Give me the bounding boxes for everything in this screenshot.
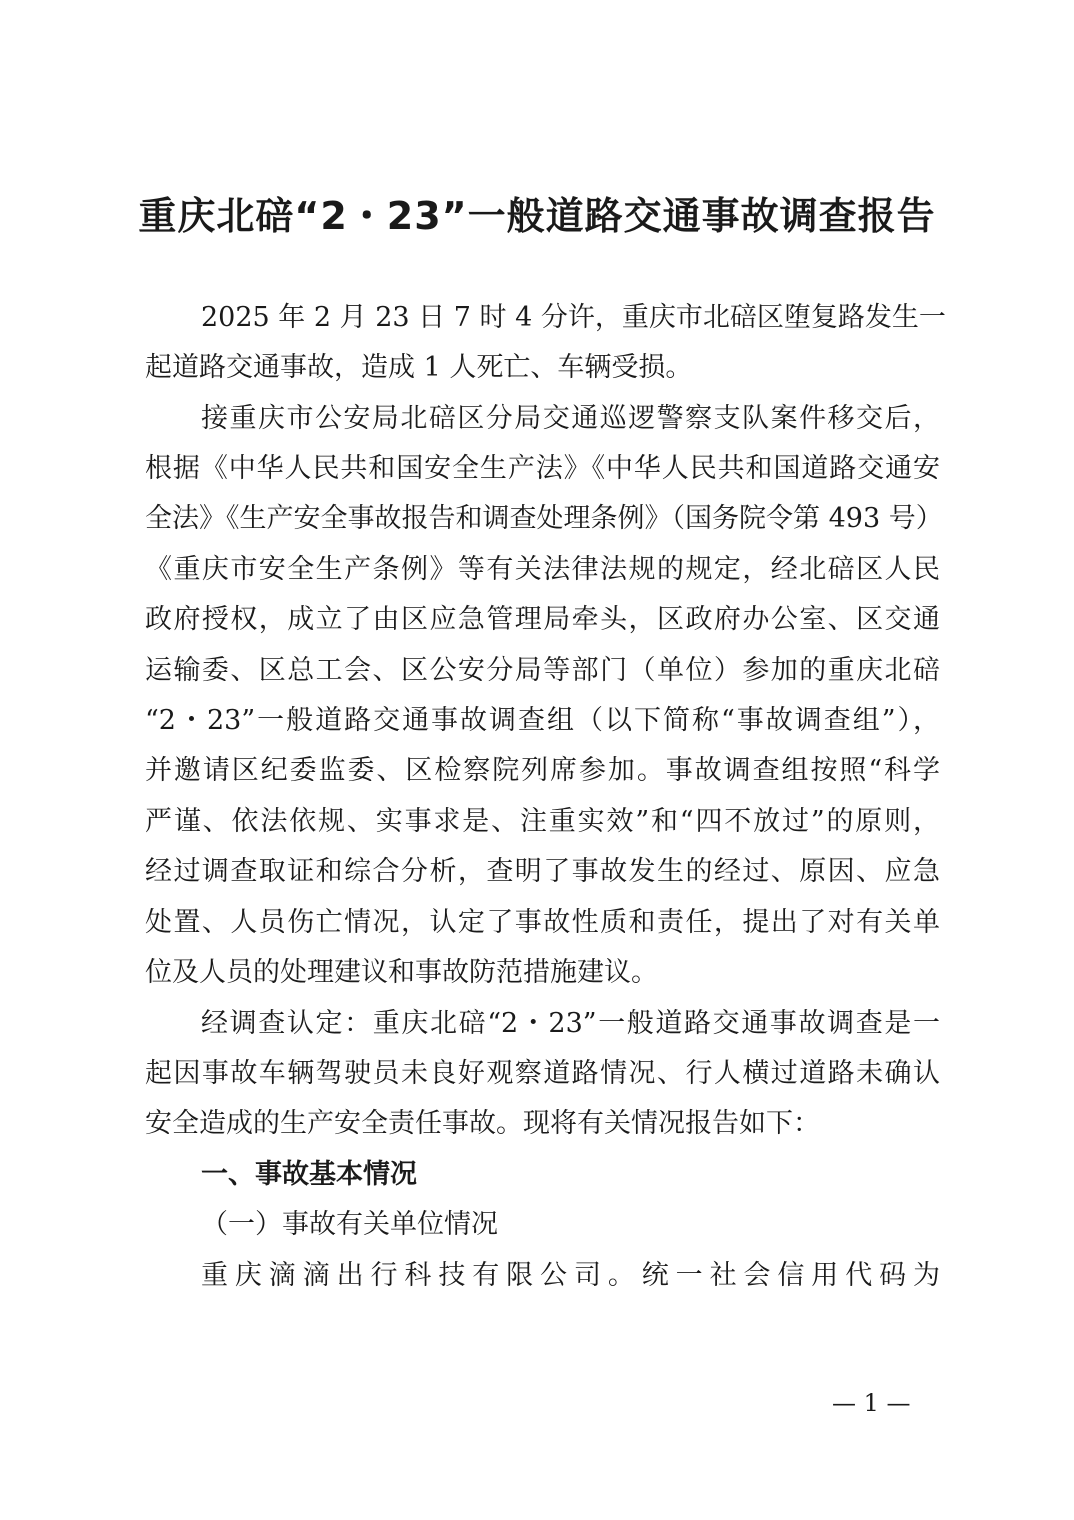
body-line: 并邀请区纪委监委、区检察院列席参加。事故调查组按照“科学	[145, 755, 940, 786]
body-line: 运输委、区总工会、区公安分局等部门（单位）参加的重庆北碚	[145, 655, 940, 686]
body-line: 经过调查取证和综合分析，查明了事故发生的经过、原因、应急	[145, 856, 940, 887]
body-line: 处置、人员伤亡情况，认定了事故性质和责任，提出了对有关单	[145, 907, 940, 938]
page-number: — 1 —	[832, 1389, 911, 1417]
body-line: 重庆滴滴出行科技有限公司。统一社会信用代码为	[201, 1260, 940, 1291]
body-line: 安全造成的生产安全责任事故。现将有关情况报告如下：	[145, 1108, 820, 1139]
body-line: 起因事故车辆驾驶员未良好观察道路情况、行人横过道路未确认	[145, 1058, 940, 1089]
body-line: 政府授权，成立了由区应急管理局牵头，区政府办公室、区交通	[145, 604, 940, 635]
body-line: 位及人员的处理建议和事故防范措施建议。	[145, 957, 658, 988]
body-line: 2025 年 2 月 23 日 7 时 4 分许，重庆市北碚区堕复路发生一	[201, 302, 946, 333]
body-line: 《重庆市安全生产条例》等有关法律法规的规定，经北碚区人民	[145, 554, 940, 585]
body-line: 严谨、依法依规、实事求是、注重实效”和“四不放过”的原则，	[145, 806, 940, 837]
body-line: 经调查认定：重庆北碚“2・23”一般道路交通事故调查是一	[201, 1008, 940, 1039]
body-line: 全法》《生产安全事故报告和调查处理条例》（国务院令第 493 号）	[145, 503, 943, 534]
subsection-heading: （一）事故有关单位情况	[201, 1209, 498, 1240]
body-line: “2・23”一般道路交通事故调查组（以下简称“事故调查组”），	[145, 705, 940, 736]
body-line: 根据《中华人民共和国安全生产法》《中华人民共和国道路交通安	[145, 453, 940, 484]
body-line: 起道路交通事故，造成 1 人死亡、车辆受损。	[145, 352, 693, 383]
body-line: 接重庆市公安局北碚区分局交通巡逻警察支队案件移交后，	[201, 403, 940, 434]
section-heading: 一、事故基本情况	[201, 1159, 417, 1190]
page-title: 重庆北碚“2・23”一般道路交通事故调查报告	[138, 194, 936, 238]
